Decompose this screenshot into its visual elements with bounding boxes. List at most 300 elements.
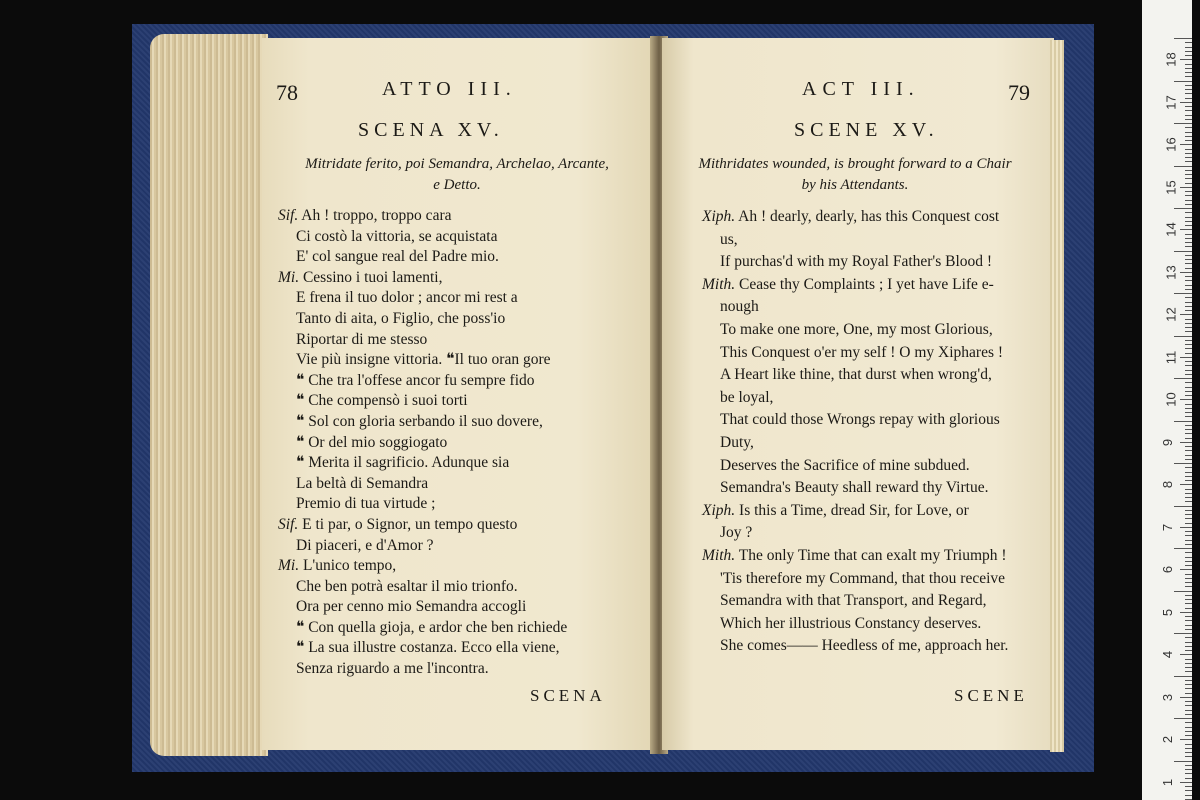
line-text: Duty, — [720, 433, 754, 451]
line-text: 'Tis therefore my Command, that thou receive — [720, 569, 1006, 587]
ruler-minor-tick — [1185, 353, 1192, 354]
dialogue-line — [278, 433, 648, 454]
ruler-minor-tick — [1185, 671, 1192, 672]
ruler-minor-tick — [1185, 302, 1192, 303]
dialogue-line — [278, 391, 648, 412]
ruler-minor-tick — [1185, 574, 1192, 575]
dialogue-line — [702, 296, 1047, 319]
ruler-minor-tick — [1185, 212, 1192, 213]
line-text: Cessino i tuoi lamenti, — [299, 268, 443, 286]
ruler-minor-tick — [1185, 387, 1192, 388]
ruler-minor-tick — [1185, 246, 1192, 247]
ruler-number: 5 — [1160, 608, 1176, 616]
ruler-tick — [1174, 38, 1192, 39]
ruler-minor-tick — [1180, 187, 1192, 188]
ruler-minor-tick — [1185, 174, 1192, 175]
dialogue-block — [702, 206, 1047, 658]
measuring-ruler — [1142, 0, 1192, 800]
ruler-minor-tick — [1180, 357, 1192, 358]
ruler-minor-tick — [1185, 149, 1192, 150]
line-text: Senza riguardo a me l'incontra. — [296, 660, 489, 678]
ruler-minor-tick — [1185, 289, 1192, 290]
speaker-name: Xiph. — [702, 208, 736, 225]
ruler-minor-tick — [1185, 497, 1192, 498]
ruler-minor-tick — [1185, 255, 1192, 256]
ruler-minor-tick — [1185, 285, 1192, 286]
line-text: Joy ? — [720, 524, 753, 542]
catchword: SCENE — [954, 686, 1028, 705]
ruler-number: 9 — [1160, 438, 1176, 446]
ruler-tick — [1174, 81, 1192, 82]
dialogue-line — [702, 206, 1047, 229]
ruler-minor-tick — [1185, 790, 1192, 791]
ruler-minor-tick — [1185, 276, 1192, 277]
ruler-minor-tick — [1185, 259, 1192, 260]
stage-direction-line: Mitridate ferito, poi Semandra, Archelao, Arcante, — [305, 156, 609, 172]
ruler-tick — [1174, 506, 1192, 507]
dialogue-line — [278, 350, 648, 371]
line-text: Deserves the Sacrifice of mine subdued. — [720, 456, 970, 474]
ruler-minor-tick — [1185, 752, 1192, 753]
ruler-minor-tick — [1185, 731, 1192, 732]
dialogue-line — [702, 364, 1047, 387]
ruler-minor-tick — [1185, 374, 1192, 375]
dialogue-line — [702, 477, 1047, 500]
ruler-minor-tick — [1185, 64, 1192, 65]
ruler-minor-tick — [1185, 68, 1192, 69]
ruler-number: 4 — [1160, 650, 1176, 659]
dialogue-line — [702, 522, 1047, 545]
ruler-minor-tick — [1185, 552, 1192, 553]
ruler-minor-tick — [1185, 667, 1192, 668]
ruler-minor-tick — [1185, 493, 1192, 494]
ruler-minor-tick — [1185, 348, 1192, 349]
ruler-minor-tick — [1180, 654, 1192, 655]
line-text: be loyal, — [720, 388, 774, 406]
dialogue-line — [278, 371, 648, 392]
dialogue-line — [278, 474, 648, 495]
dialogue-line — [278, 227, 648, 248]
ruler-minor-tick — [1185, 331, 1192, 332]
line-text: E ti par, o Signor, un tempo questo — [298, 515, 518, 533]
ruler-number: 13 — [1163, 264, 1179, 280]
line-text: Semandra with that Transport, and Regard, — [720, 592, 987, 610]
ruler-minor-tick — [1185, 684, 1192, 685]
dialogue-line — [702, 229, 1047, 252]
ruler-minor-tick — [1185, 693, 1192, 694]
ruler-number: 11 — [1163, 350, 1179, 364]
line-text: That could those Wrongs repay with glorious — [720, 411, 1000, 429]
ruler-number: 16 — [1163, 137, 1179, 152]
ruler-minor-tick — [1185, 110, 1192, 111]
dialogue-line — [278, 268, 648, 289]
dialogue-line — [702, 432, 1047, 455]
line-text: A Heart like thine, that durst when wrong'd, — [720, 366, 992, 384]
ruler-minor-tick — [1185, 242, 1192, 243]
ruler-minor-tick — [1185, 93, 1192, 94]
line-text: The only Time that can exalt my Triumph ! — [735, 546, 1007, 564]
dialogue-line — [278, 412, 648, 433]
ruler-minor-tick — [1185, 523, 1192, 524]
line-text: Vie più insigne vittoria. ❝Il tuo oran gore — [296, 351, 551, 369]
page-number: 79 — [1008, 80, 1030, 105]
line-text: Premio di tua virtude ; — [296, 495, 436, 513]
ruler-minor-tick — [1185, 714, 1192, 715]
line-text: If purchas'd with my Royal Father's Blood ! — [720, 253, 993, 271]
line-text: L'unico tempo, — [299, 557, 397, 575]
line-text: She comes—— Heedless of me, approach her. — [720, 637, 1009, 655]
ruler-minor-tick — [1180, 314, 1192, 315]
speaker-name: Mith. — [702, 546, 736, 564]
line-text: Ah ! troppo, troppo cara — [298, 207, 452, 224]
ruler-minor-tick — [1185, 544, 1192, 545]
ruler-tick — [1174, 251, 1192, 252]
line-text: nough — [720, 298, 759, 316]
speaker-name: Xiph. — [702, 501, 736, 519]
ruler-minor-tick — [1185, 183, 1192, 184]
dialogue-line — [278, 247, 648, 268]
ruler-minor-tick — [1185, 744, 1192, 745]
ruler-tick — [1174, 718, 1192, 719]
ruler-minor-tick — [1185, 701, 1192, 702]
dialogue-line — [702, 342, 1047, 365]
ruler-minor-tick — [1185, 480, 1192, 481]
ruler-minor-tick — [1185, 195, 1192, 196]
ruler-minor-tick — [1185, 344, 1192, 345]
ruler-tick — [1174, 336, 1192, 337]
ruler-minor-tick — [1180, 399, 1192, 400]
stage-direction — [670, 154, 1040, 196]
ruler-minor-tick — [1185, 132, 1192, 133]
ruler-minor-tick — [1185, 361, 1192, 362]
line-text: E' col sangue real del Padre mio. — [296, 248, 499, 266]
dialogue-line — [278, 618, 648, 639]
ruler-minor-tick — [1185, 370, 1192, 371]
ruler-minor-tick — [1185, 438, 1192, 439]
ruler-minor-tick — [1185, 382, 1192, 383]
ruler-minor-tick — [1185, 582, 1192, 583]
ruler-minor-tick — [1185, 446, 1192, 447]
catchword: SCENA — [530, 686, 606, 705]
ruler-minor-tick — [1185, 710, 1192, 711]
speaker-name: Mith. — [702, 275, 736, 293]
line-text: La beltà di Semandra — [296, 474, 429, 492]
ruler-minor-tick — [1185, 297, 1192, 298]
ruler-minor-tick — [1185, 340, 1192, 341]
ruler-minor-tick — [1180, 102, 1192, 103]
ruler-tick — [1174, 208, 1192, 209]
dialogue-line — [702, 613, 1047, 636]
ruler-tick — [1174, 378, 1192, 379]
page-edges — [150, 34, 268, 756]
ruler-tick — [1174, 123, 1192, 124]
ruler-minor-tick — [1185, 263, 1192, 264]
dialogue-line — [702, 251, 1047, 274]
dialogue-line — [278, 536, 648, 557]
ruler-tick — [1174, 548, 1192, 549]
ruler-minor-tick — [1185, 47, 1192, 48]
line-text: Is this a Time, dread Sir, for Love, or — [735, 501, 969, 519]
line-text: ❝ La sua illustre costanza. Ecco ella viene, — [296, 639, 560, 657]
ruler-minor-tick — [1185, 642, 1192, 643]
ruler-minor-tick — [1180, 59, 1192, 60]
ruler-minor-tick — [1185, 608, 1192, 609]
ruler-minor-tick — [1185, 127, 1192, 128]
ruler-minor-tick — [1185, 629, 1192, 630]
ruler-minor-tick — [1185, 735, 1192, 736]
ruler-minor-tick — [1185, 646, 1192, 647]
ruler-minor-tick — [1185, 157, 1192, 158]
ruler-minor-tick — [1185, 225, 1192, 226]
ruler-minor-tick — [1185, 76, 1192, 77]
line-text: Cease thy Complaints ; I yet have Life e- — [735, 275, 994, 293]
ruler-minor-tick — [1185, 769, 1192, 770]
ruler-minor-tick — [1185, 557, 1192, 558]
ruler-minor-tick — [1185, 119, 1192, 120]
right-page — [662, 38, 1054, 750]
running-head: ATTO III. — [382, 78, 517, 100]
ruler-tick — [1174, 591, 1192, 592]
ruler-minor-tick — [1180, 527, 1192, 528]
line-text: Ah ! dearly, dearly, has this Conquest cost — [735, 208, 1000, 225]
line-text: Di piaceri, e d'Amor ? — [296, 536, 434, 554]
dialogue-line — [278, 597, 648, 618]
ruler-minor-tick — [1185, 408, 1192, 409]
dialogue-line — [278, 494, 648, 515]
ruler-minor-tick — [1185, 795, 1192, 796]
ruler-minor-tick — [1185, 51, 1192, 52]
ruler-minor-tick — [1185, 323, 1192, 324]
dialogue-line — [702, 568, 1047, 591]
ruler-minor-tick — [1185, 365, 1192, 366]
ruler-minor-tick — [1185, 586, 1192, 587]
ruler-minor-tick — [1185, 327, 1192, 328]
ruler-minor-tick — [1185, 688, 1192, 689]
ruler-number: 15 — [1163, 179, 1179, 195]
speaker-name: Sif. — [278, 207, 299, 224]
line-text: us, — [720, 230, 738, 248]
dialogue-line — [702, 590, 1047, 613]
ruler-tick — [1174, 293, 1192, 294]
ruler-minor-tick — [1185, 429, 1192, 430]
ruler-tick — [1174, 463, 1192, 464]
ruler-minor-tick — [1185, 268, 1192, 269]
ruler-minor-tick — [1185, 625, 1192, 626]
ruler-number: 1 — [1160, 778, 1176, 786]
ruler-minor-tick — [1185, 136, 1192, 137]
ruler-minor-tick — [1185, 455, 1192, 456]
ruler-minor-tick — [1185, 535, 1192, 536]
ruler-minor-tick — [1180, 144, 1192, 145]
dialogue-line — [278, 577, 648, 598]
ruler-number: 14 — [1163, 222, 1179, 237]
scene-title: SCENA XV. — [358, 119, 504, 141]
ruler-minor-tick — [1180, 229, 1192, 230]
ruler-minor-tick — [1185, 476, 1192, 477]
ruler-minor-tick — [1185, 178, 1192, 179]
line-text: This Conquest o'er my self ! O my Xiphares ! — [720, 343, 1004, 361]
ruler-minor-tick — [1185, 306, 1192, 307]
page-edges-right — [1050, 40, 1064, 752]
ruler-tick — [1174, 166, 1192, 167]
ruler-minor-tick — [1185, 501, 1192, 502]
ruler-minor-tick — [1180, 272, 1192, 273]
ruler-minor-tick — [1185, 106, 1192, 107]
ruler-minor-tick — [1180, 697, 1192, 698]
ruler-minor-tick — [1185, 416, 1192, 417]
line-text: Che ben potrà esaltar il mio trionfo. — [296, 577, 518, 595]
dialogue-line — [702, 545, 1047, 568]
ruler-minor-tick — [1185, 459, 1192, 460]
line-text: E frena il tuo dolor ; ancor mi rest a — [296, 289, 518, 307]
running-head: ACT III. — [802, 78, 920, 100]
ruler-tick — [1174, 676, 1192, 677]
ruler-minor-tick — [1185, 510, 1192, 511]
ruler-minor-tick — [1185, 170, 1192, 171]
ruler-minor-tick — [1185, 599, 1192, 600]
ruler-minor-tick — [1185, 238, 1192, 239]
line-text: ❝ Con quella gioja, e ardor che ben richiede — [296, 618, 568, 636]
dialogue-line — [278, 206, 648, 227]
line-text: Which her illustrious Constancy deserves. — [720, 614, 982, 632]
ruler-minor-tick — [1185, 55, 1192, 56]
line-text: To make one more, One, my most Glorious, — [720, 320, 993, 338]
ruler-minor-tick — [1185, 391, 1192, 392]
ruler-minor-tick — [1185, 140, 1192, 141]
dialogue-line — [278, 453, 648, 474]
ruler-minor-tick — [1185, 727, 1192, 728]
ruler-tick — [1174, 761, 1192, 762]
ruler-number: 10 — [1163, 392, 1179, 407]
ruler-minor-tick — [1185, 578, 1192, 579]
ruler-minor-tick — [1185, 200, 1192, 201]
ruler-minor-tick — [1185, 310, 1192, 311]
ruler-tick — [1174, 421, 1192, 422]
ruler-minor-tick — [1185, 540, 1192, 541]
line-text: Ora per cenno mio Semandra accogli — [296, 598, 527, 616]
ruler-minor-tick — [1185, 765, 1192, 766]
dialogue-line — [702, 455, 1047, 478]
line-text: Riportar di me stesso — [296, 330, 428, 348]
ruler-minor-tick — [1185, 680, 1192, 681]
ruler-minor-tick — [1185, 404, 1192, 405]
dialogue-line — [278, 330, 648, 351]
ruler-minor-tick — [1185, 42, 1192, 43]
line-text: Ci costò la vittoria, se acquistata — [296, 227, 498, 245]
dialogue-line — [702, 500, 1047, 523]
ruler-minor-tick — [1185, 115, 1192, 116]
stage-direction — [272, 154, 642, 196]
ruler-minor-tick — [1185, 450, 1192, 451]
ruler-minor-tick — [1185, 663, 1192, 664]
ruler-minor-tick — [1185, 204, 1192, 205]
ruler-number: 17 — [1163, 94, 1179, 110]
ruler-minor-tick — [1180, 442, 1192, 443]
line-text: ❝ Che tra l'offese ancor fu sempre fido — [296, 371, 535, 389]
ruler-minor-tick — [1185, 565, 1192, 566]
ruler-minor-tick — [1185, 433, 1192, 434]
ruler-minor-tick — [1185, 705, 1192, 706]
ruler-minor-tick — [1185, 153, 1192, 154]
ruler-number: 6 — [1160, 565, 1176, 574]
ruler-minor-tick — [1185, 514, 1192, 515]
dialogue-line — [702, 274, 1047, 297]
line-text: ❝ Che compensò i suoi torti — [296, 392, 468, 410]
ruler-number: 12 — [1163, 307, 1179, 322]
ruler-minor-tick — [1185, 319, 1192, 320]
dialogue-line — [278, 556, 648, 577]
ruler-minor-tick — [1185, 561, 1192, 562]
ruler-minor-tick — [1185, 395, 1192, 396]
dialogue-block — [278, 206, 648, 680]
ruler-minor-tick — [1185, 217, 1192, 218]
ruler-minor-tick — [1185, 89, 1192, 90]
ruler-minor-tick — [1185, 472, 1192, 473]
speaker-name: Mi. — [278, 557, 300, 575]
left-page — [262, 38, 655, 750]
dialogue-line — [702, 319, 1047, 342]
stage-direction-line: e Detto. — [433, 177, 481, 193]
ruler-minor-tick — [1185, 531, 1192, 532]
dialogue-line — [278, 659, 648, 680]
ruler-number: 2 — [1160, 735, 1176, 744]
ruler-number: 18 — [1163, 52, 1179, 67]
dialogue-line — [702, 387, 1047, 410]
ruler-minor-tick — [1185, 85, 1192, 86]
ruler-minor-tick — [1185, 616, 1192, 617]
ruler-number: 7 — [1160, 523, 1176, 531]
ruler-minor-tick — [1185, 756, 1192, 757]
line-text: ❝ Merita il sagrificio. Adunque sia — [296, 454, 510, 472]
ruler-minor-tick — [1185, 722, 1192, 723]
ruler-minor-tick — [1185, 234, 1192, 235]
ruler-tick — [1174, 633, 1192, 634]
ruler-minor-tick — [1185, 412, 1192, 413]
stage-direction-line: by his Attendants. — [801, 177, 909, 193]
ruler-minor-tick — [1185, 467, 1192, 468]
line-text: ❝ Sol con gloria serbando il suo dovere, — [296, 412, 543, 430]
ruler-minor-tick — [1185, 595, 1192, 596]
speaker-name: Sif. — [278, 515, 299, 533]
line-text: Semandra's Beauty shall reward thy Virtue. — [720, 479, 989, 497]
ruler-minor-tick — [1185, 603, 1192, 604]
line-text: ❝ Or del mio soggiogato — [296, 433, 448, 451]
ruler-minor-tick — [1180, 569, 1192, 570]
ruler-minor-tick — [1185, 518, 1192, 519]
ruler-minor-tick — [1185, 161, 1192, 162]
dialogue-line — [702, 635, 1047, 658]
ruler-minor-tick — [1180, 484, 1192, 485]
line-text: Tanto di aita, o Figlio, che poss'io — [296, 309, 506, 327]
page-number: 78 — [276, 80, 298, 105]
ruler-minor-tick — [1185, 191, 1192, 192]
ruler-minor-tick — [1185, 748, 1192, 749]
ruler-minor-tick — [1185, 650, 1192, 651]
ruler-minor-tick — [1180, 782, 1192, 783]
ruler-minor-tick — [1185, 98, 1192, 99]
ruler-minor-tick — [1185, 72, 1192, 73]
ruler-minor-tick — [1185, 659, 1192, 660]
speaker-name: Mi. — [278, 268, 300, 286]
dialogue-line — [702, 409, 1047, 432]
ruler-minor-tick — [1185, 221, 1192, 222]
ruler-minor-tick — [1180, 612, 1192, 613]
stage-direction-line: Mithridates wounded, is brought forward to a Chair — [698, 156, 1012, 172]
dialogue-line — [278, 309, 648, 330]
ruler-minor-tick — [1185, 280, 1192, 281]
dialogue-line — [278, 288, 648, 309]
ruler-minor-tick — [1185, 489, 1192, 490]
